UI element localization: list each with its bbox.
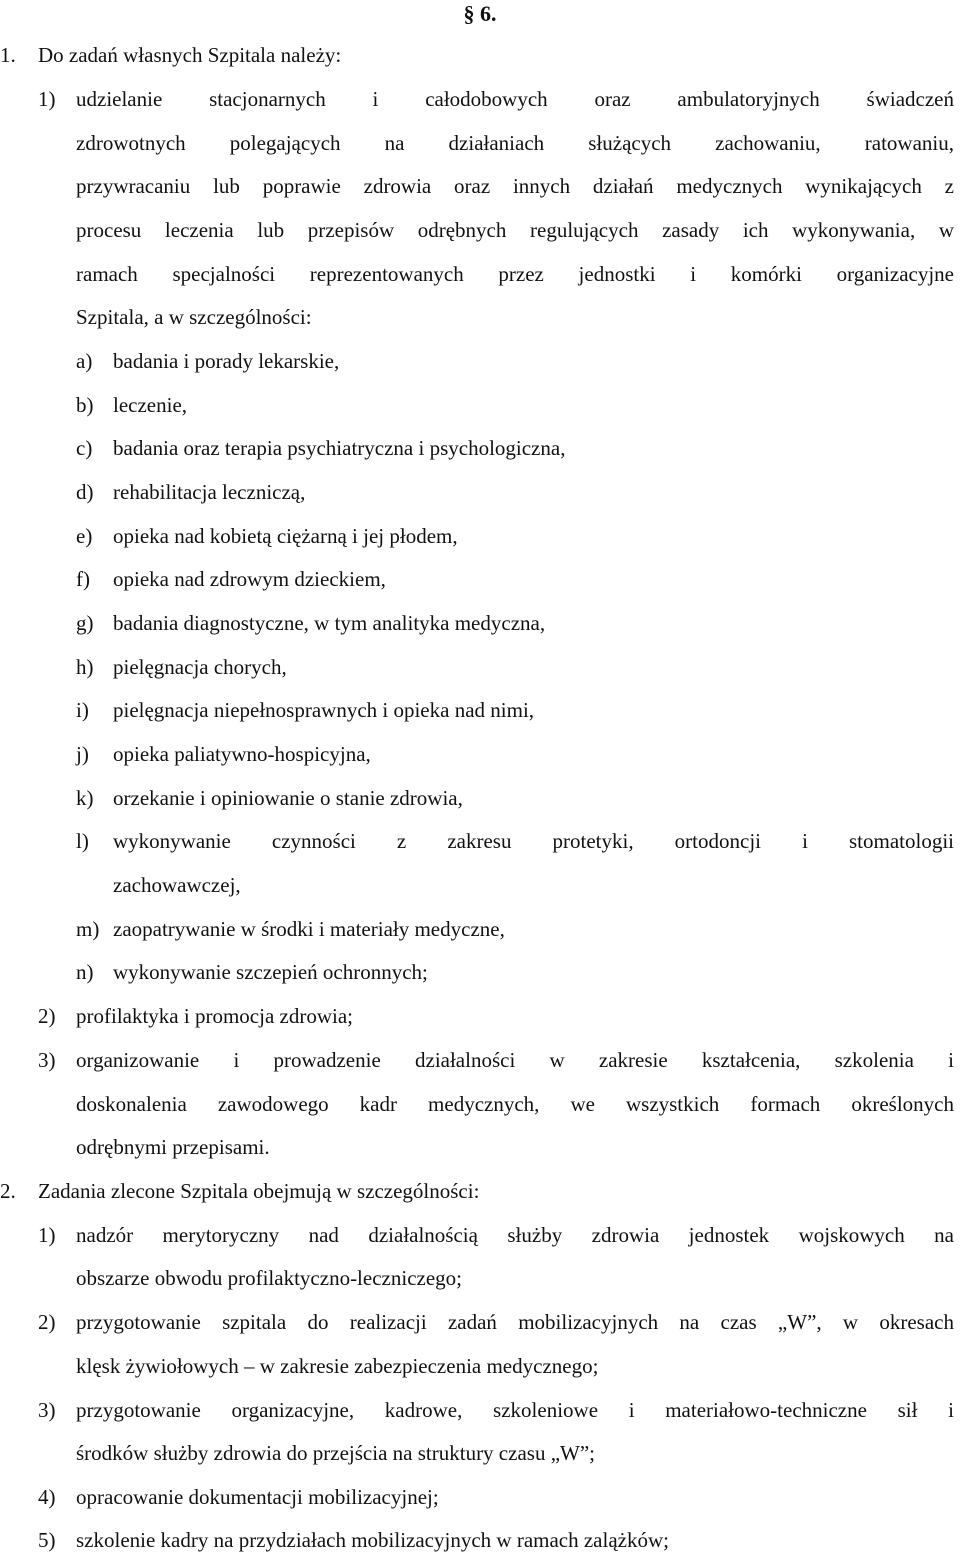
item-2-1-line-1: nadzór merytoryczny nad działalnością służby zdrowia jednostek wojskowych na [76, 1223, 954, 1247]
section-1-number: 1. [0, 43, 16, 67]
subitem-b-label: b) [76, 393, 94, 417]
subitem-h-text: pielęgnacja chorych, [113, 655, 287, 679]
subitem-n-text: wykonywanie szczepień ochronnych; [113, 960, 428, 984]
subitem-c-label: c) [76, 436, 93, 460]
subitem-d-label: d) [76, 480, 94, 504]
item-2-2-line-2: klęsk żywiołowych – w zakresie zabezpieczenia medycznego; [76, 1354, 599, 1378]
item-1-3-line-3: odrębnymi przepisami. [76, 1135, 270, 1159]
item-1-1-line-5: ramach specjalności reprezentowanych przez jednostki i komórki organizacyjne [76, 262, 954, 286]
subitem-j-text: opieka paliatywno-hospicyjna, [113, 742, 371, 766]
item-1-2-number: 2) [38, 1004, 56, 1028]
item-1-1-line-3: przywracaniu lub poprawie zdrowia oraz innych działań medycznych wynikających z [76, 174, 954, 198]
item-2-2-number: 2) [38, 1310, 56, 1334]
item-2-5-number: 5) [38, 1528, 56, 1552]
subitem-a-label: a) [76, 349, 93, 373]
item-1-1-line-2: zdrowotnych polegających na działaniach służących zachowaniu, ratowaniu, [76, 131, 954, 155]
subitem-m-text: zaopatrywanie w środki i materiały medyczne, [113, 917, 505, 941]
subitem-j-label: j) [76, 742, 89, 766]
subitem-k-text: orzekanie i opiniowanie o stanie zdrowia, [113, 786, 463, 810]
subitem-c-text: badania oraz terapia psychiatryczna i psychologiczna, [113, 436, 566, 460]
subitem-l-continuation: zachowawczej, [113, 873, 241, 897]
subitem-k-label: k) [76, 786, 94, 810]
item-1-3-number: 3) [38, 1048, 56, 1072]
item-2-2-line-1: przygotowanie szpitala do realizacji zadań mobilizacyjnych na czas „W”, w okresach [76, 1310, 954, 1334]
subitem-g-label: g) [76, 611, 94, 635]
subitem-f-label: f) [76, 567, 90, 591]
subitem-e-text: opieka nad kobietą ciężarną i jej płodem, [113, 524, 458, 548]
subitem-g-text: badania diagnostyczne, w tym analityka medyczna, [113, 611, 546, 635]
subitem-i-text: pielęgnacja niepełnosprawnych i opieka nad nimi, [113, 698, 535, 722]
subitem-n-label: n) [76, 960, 94, 984]
item-1-1-number: 1) [38, 87, 56, 111]
subitem-b-text: leczenie, [113, 393, 188, 417]
section-2-number: 2. [0, 1179, 16, 1203]
item-2-4-number: 4) [38, 1485, 56, 1509]
item-1-1-line-6: Szpitala, a w szczególności: [76, 305, 312, 329]
subitem-h-label: h) [76, 655, 94, 679]
item-1-1-line-1: udzielanie stacjonarnych i całodobowych oraz ambulatoryjnych świadczeń [76, 87, 954, 111]
subitem-a-text: badania i porady lekarskie, [113, 349, 340, 373]
item-1-3-line-1: organizowanie i prowadzenie działalności w zakresie kształcenia, szkolenia i [76, 1048, 954, 1072]
paragraph-heading: § 6. [463, 1, 497, 26]
item-2-3-line-2: środków służby zdrowia do przejścia na struktury czasu „W”; [76, 1441, 595, 1465]
item-2-3-line-1: przygotowanie organizacyjne, kadrowe, szkoleniowe i materiałowo-techniczne sił i [76, 1398, 954, 1422]
subitem-l-label: l) [76, 829, 89, 853]
item-1-1-line-4: procesu leczenia lub przepisów odrębnych regulujących zasady ich wykonywania, w [76, 218, 954, 242]
item-2-1-line-2: obszarze obwodu profilaktyczno-leczniczego; [76, 1266, 462, 1290]
subitem-d-text: rehabilitacja leczniczą, [113, 480, 306, 504]
subitem-l-text: wykonywanie czynności z zakresu protetyki, ortodoncji i stomatologii [113, 829, 954, 853]
item-2-3-number: 3) [38, 1398, 56, 1422]
subitem-i-label: i) [76, 698, 89, 722]
subitem-f-text: opieka nad zdrowym dzieckiem, [113, 567, 386, 591]
subitem-e-label: e) [76, 524, 93, 548]
item-1-3-line-2: doskonalenia zawodowego kadr medycznych, we wszystkich formach określonych [76, 1092, 954, 1116]
section-1-title: Do zadań własnych Szpitala należy: [38, 43, 342, 67]
item-2-4-text: opracowanie dokumentacji mobilizacyjnej; [76, 1485, 439, 1509]
item-1-2-text: profilaktyka i promocja zdrowia; [76, 1004, 353, 1028]
subitem-m-label: m) [76, 917, 100, 941]
section-2-title: Zadania zlecone Szpitala obejmują w szczególności: [38, 1179, 480, 1203]
item-2-1-number: 1) [38, 1223, 56, 1247]
item-2-5-text: szkolenie kadry na przydziałach mobilizacyjnych w ramach zalążków; [76, 1528, 669, 1552]
